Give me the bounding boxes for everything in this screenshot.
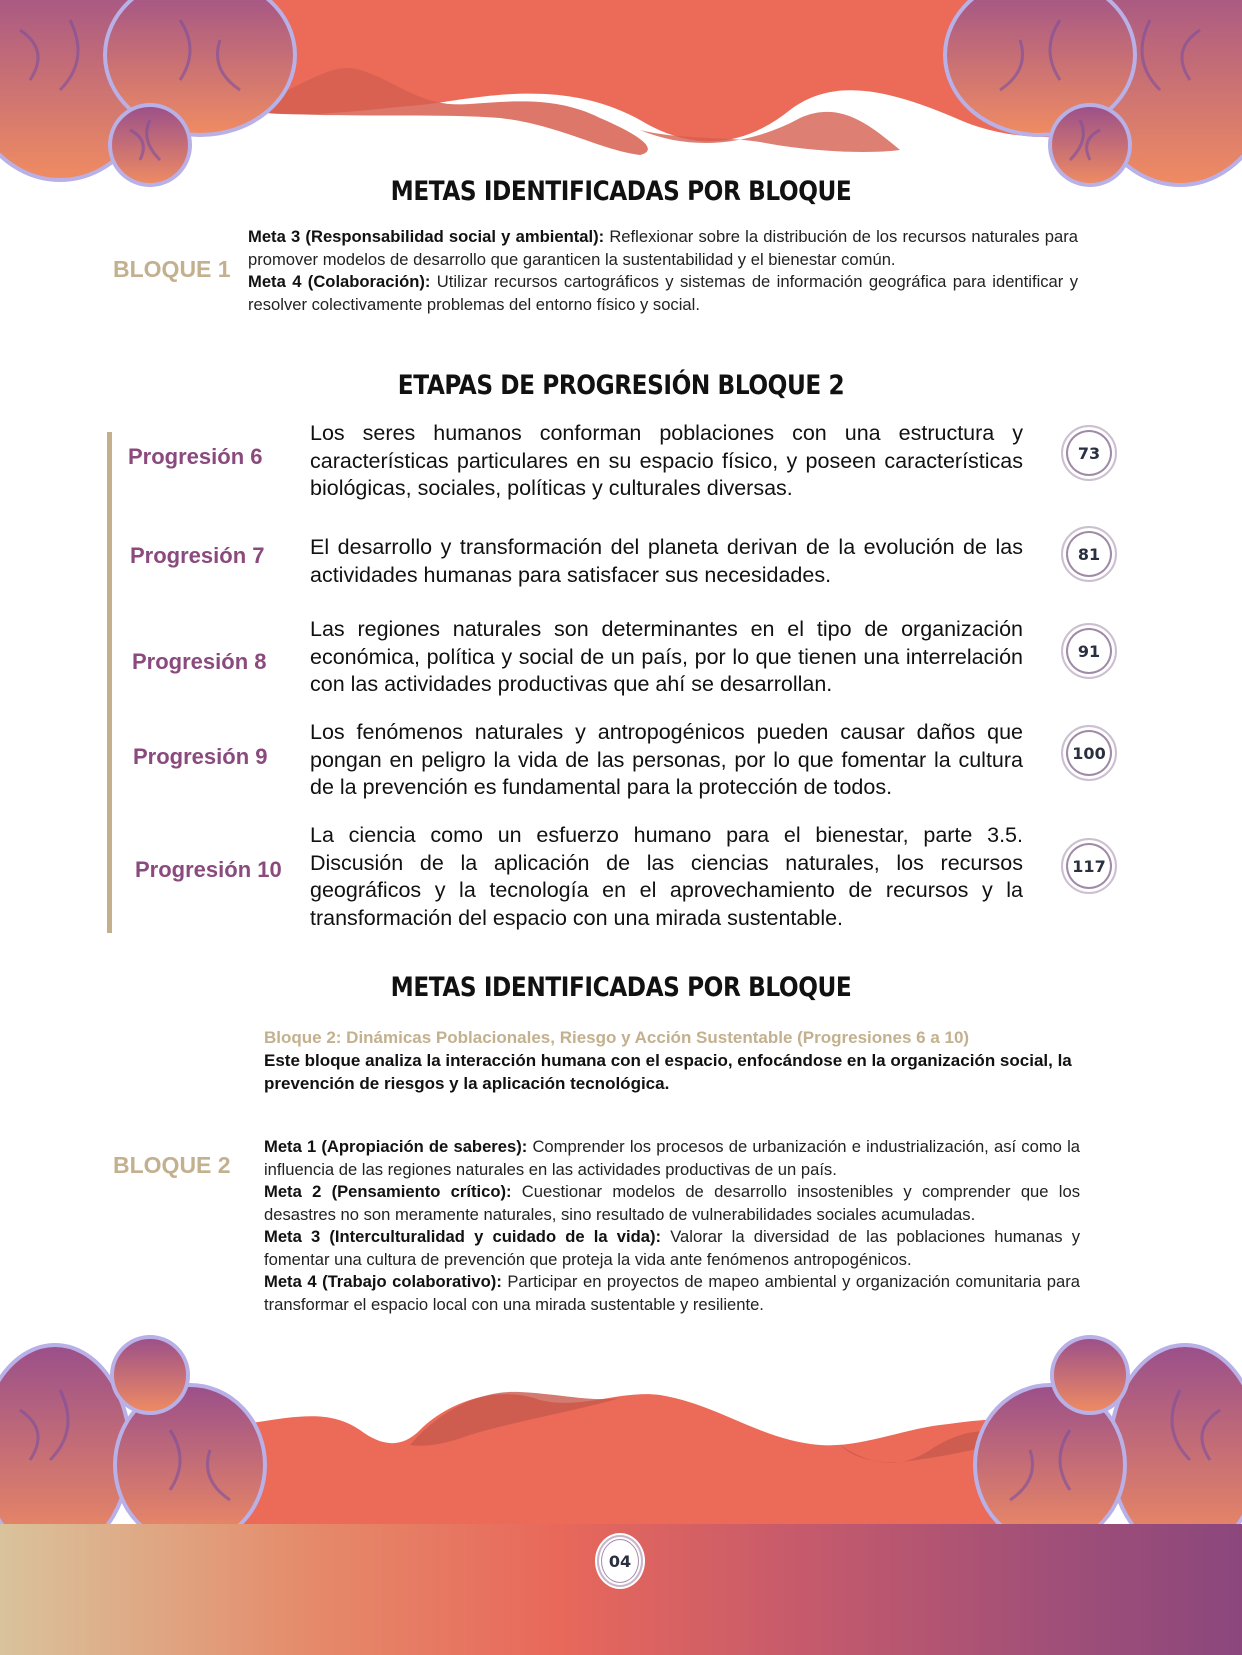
- meta-text: Valorar la diversidad de las poblaciones humanas y fomentar una cultura de prevención que proteja la vida ante fenómenos antropogénicos.: [264, 1227, 1080, 1269]
- bloque-2-description: Este bloque analiza la interacción humana con el espacio, enfocándose en la organización social, la prevención de riesgos y la aplicación tecnológica.: [264, 1051, 1072, 1093]
- bloque-2-subtitle: Bloque 2: Dinámicas Poblacionales, Riesgo y Acción Sustentable (Progresiones 6 a 10): [264, 1028, 970, 1047]
- meta-item: [264, 1136, 1080, 1181]
- meta-item: [264, 1271, 1080, 1316]
- meta-label: Meta 4 (Colaboración):: [248, 272, 431, 291]
- bloque-2-intro: [264, 1026, 1080, 1095]
- meta-item: [248, 226, 1078, 271]
- flower-cluster-bottom-left: [0, 1337, 265, 1530]
- bloque-2-metas: [264, 1136, 1080, 1316]
- progression-7-label: Progresión 7: [130, 543, 265, 568]
- meta-text: Cuestionar modelos de desarrollo insostenibles y comprender que los desastres no son meramente naturales, sino resultado de vulnerabilidades sociales acumuladas.: [264, 1182, 1080, 1224]
- meta-label: Meta 1 (Apropiación de saberes):: [264, 1137, 528, 1156]
- progression-9-page-badge[interactable]: 100: [1061, 725, 1117, 781]
- section-title-metas-bloque-2: METAS IDENTIFICADAS POR BLOQUE: [390, 972, 852, 1003]
- meta-item: [248, 271, 1078, 316]
- progression-9-label: Progresión 9: [133, 744, 268, 769]
- meta-text: Participar en proyectos de mapeo ambiental y organización comunitaria para transformar el espacio local con una mirada sustentable y resiliente.: [264, 1272, 1080, 1314]
- meta-label: Meta 3 (Interculturalidad y cuidado de la vida):: [264, 1227, 662, 1246]
- progression-8-page-badge[interactable]: 91: [1061, 623, 1117, 679]
- bloque-1-label: BLOQUE 1: [113, 256, 231, 282]
- meta-label: Meta 4 (Trabajo colaborativo):: [264, 1272, 502, 1291]
- section-title-etapas-progresion: ETAPAS DE PROGRESIÓN BLOQUE 2: [397, 370, 845, 401]
- section-title-metas-bloque-1: METAS IDENTIFICADAS POR BLOQUE: [390, 176, 852, 207]
- progression-8-text: Las regiones naturales son determinantes en el tipo de organización económica, política y social de un país, por lo que tienen una interrelación con las actividades productivas que ahí se desarrollan.: [310, 617, 1023, 696]
- top-wave-decoration: [0, 0, 1242, 200]
- flower-cluster-left: [0, 0, 295, 185]
- meta-item: [264, 1226, 1080, 1271]
- progression-7-text: El desarrollo y transformación del planeta derivan de la evolución de las actividades humanas para satisfacer sus necesidades.: [310, 535, 1023, 587]
- meta-text: Reflexionar sobre la distribución de los recursos naturales para promover modelos de desarrollo que garanticen la sustentabilidad y el bienestar común.: [248, 227, 1078, 269]
- progression-7-page-badge[interactable]: 81: [1061, 526, 1117, 582]
- flower-cluster-bottom-right: [975, 1337, 1242, 1530]
- meta-text: Utilizar recursos cartográficos y sistemas de información geográfica para identificar y resolver colectivamente problemas del entorno físico y social.: [248, 272, 1078, 314]
- progression-10-text: La ciencia como un esfuerzo humano para el bienestar, parte 3.5. Discusión de la aplicación de las ciencias naturales, los recursos geográficos y la tecnología en el aprovechamiento de recursos y la transformación del espacio con una mirada sustentable.: [310, 823, 1023, 930]
- bloque-1-metas: [248, 226, 1078, 316]
- progression-accent-bar: [107, 432, 112, 933]
- progression-6-label: Progresión 6: [128, 444, 263, 469]
- progression-6-text: Los seres humanos conforman poblaciones con una estructura y características particulares en su espacio físico, y poseen características biológicas, sociales, políticas y culturales diversas.: [310, 421, 1023, 500]
- meta-item: [264, 1181, 1080, 1226]
- progression-6-page-badge[interactable]: 73: [1061, 425, 1117, 481]
- meta-label: Meta 3 (Responsabilidad social y ambiental):: [248, 227, 605, 246]
- progression-8-label: Progresión 8: [132, 649, 267, 674]
- progression-9-text: Los fenómenos naturales y antropogénicos pueden causar daños que pongan en peligro la vida de las personas, por lo que fomentar la cultura de la prevención es fundamental para la protección de todos.: [310, 720, 1023, 799]
- page-number-badge: 04: [597, 1535, 643, 1587]
- progression-10-label: Progresión 10: [135, 857, 282, 882]
- bottom-wave-decoration: [0, 1330, 1242, 1530]
- meta-label: Meta 2 (Pensamiento crítico):: [264, 1182, 512, 1201]
- flower-cluster-right: [945, 0, 1242, 185]
- bloque-2-label: BLOQUE 2: [113, 1152, 231, 1178]
- meta-text: Comprender los procesos de urbanización e industrialización, así como la influencia de las regiones naturales en las actividades productivas de un país.: [264, 1137, 1080, 1179]
- progression-10-page-badge[interactable]: 117: [1061, 838, 1117, 894]
